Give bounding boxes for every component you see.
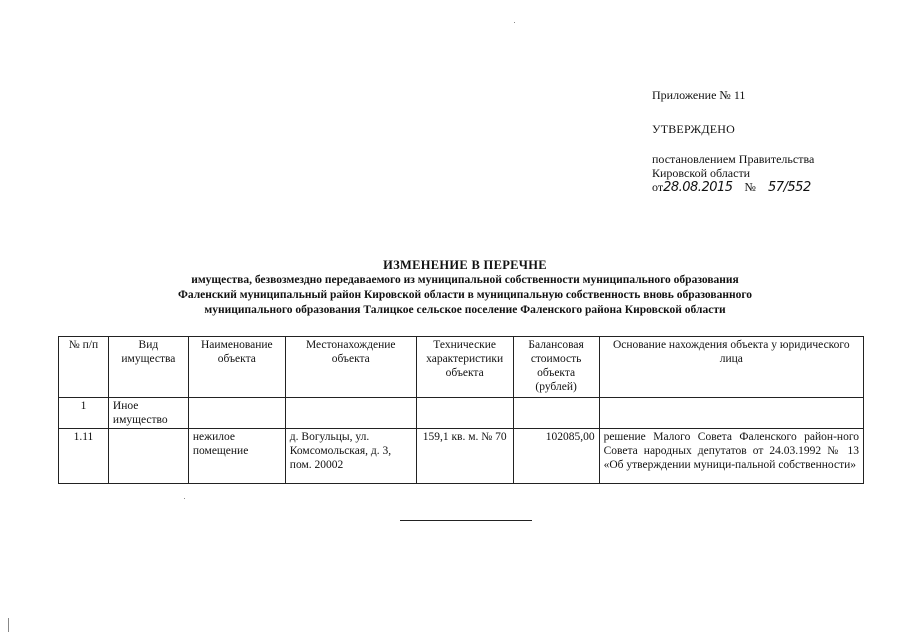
cell-tech-specs: 159,1 кв. м. № 70 [416,429,513,484]
decree-date-number [652,180,882,195]
cell-location: д. Вогульцы, ул. Комсомольская, д. 3, пом. 20002 [285,429,416,484]
header-number: № п/п [59,337,109,398]
cell-number: 1.11 [59,429,109,484]
cell-object-name: нежилое помещение [188,429,285,484]
cell-basis: решение Малого Совета Фаленского район-ного Совета народных депутатов от 24.03.1992 № 13 «Об утверждении муници-пальной собственности» [599,429,863,484]
closing-rule [400,520,532,521]
table-row [59,398,864,429]
cell-property-type: Иное имущество [108,398,188,429]
date-prefix: от [652,180,664,194]
cell-empty [188,398,285,429]
header-balance-cost: Балансовая стоимость объекта (рублей) [513,337,599,398]
cell-empty [599,398,863,429]
scan-speck [184,498,185,499]
header-location: Местонахождение объекта [285,337,416,398]
cell-balance-cost: 102085,00 [513,429,599,484]
header-object-name: Наименование объекта [188,337,285,398]
cell-number: 1 [59,398,109,429]
title-line-2: Фаленский муниципальный район Кировской области в муниципальную собственность вновь образованного [177,289,753,301]
title-line-1: имущества, безвозмездно передаваемого из муниципальной собственности муниципального образования [191,274,739,286]
decree-line-1: постановлением Правительства [652,152,815,166]
decree-line-2: Кировской области [652,166,751,180]
approved-stamp: УТВЕРЖДЕНО [652,122,736,136]
scan-speck [8,618,9,632]
handwritten-date: 28.08.2015 [663,180,733,195]
header-property-type: Вид имущества [108,337,188,398]
property-table [58,336,864,484]
handwritten-number: 57/552 [767,180,811,195]
cell-empty [513,398,599,429]
title-main: ИЗМЕНЕНИЕ В ПЕРЕЧНЕ [383,258,547,272]
scan-speck [514,22,515,23]
header-tech-specs: Технические характеристики объекта [416,337,513,398]
header-basis: Основание нахождения объекта у юридического лица [599,337,863,398]
table-row [59,429,864,484]
appendix-label: Приложение № 11 [652,88,746,102]
cell-property-type [108,429,188,484]
table-header-row [59,337,864,398]
title-line-3: муниципального образования Талицкое сельское поселение Фаленского района Кировской области [204,304,726,316]
cell-empty [285,398,416,429]
number-prefix: № [744,180,756,194]
cell-empty [416,398,513,429]
approval-block [652,88,882,195]
document-title [140,258,790,318]
